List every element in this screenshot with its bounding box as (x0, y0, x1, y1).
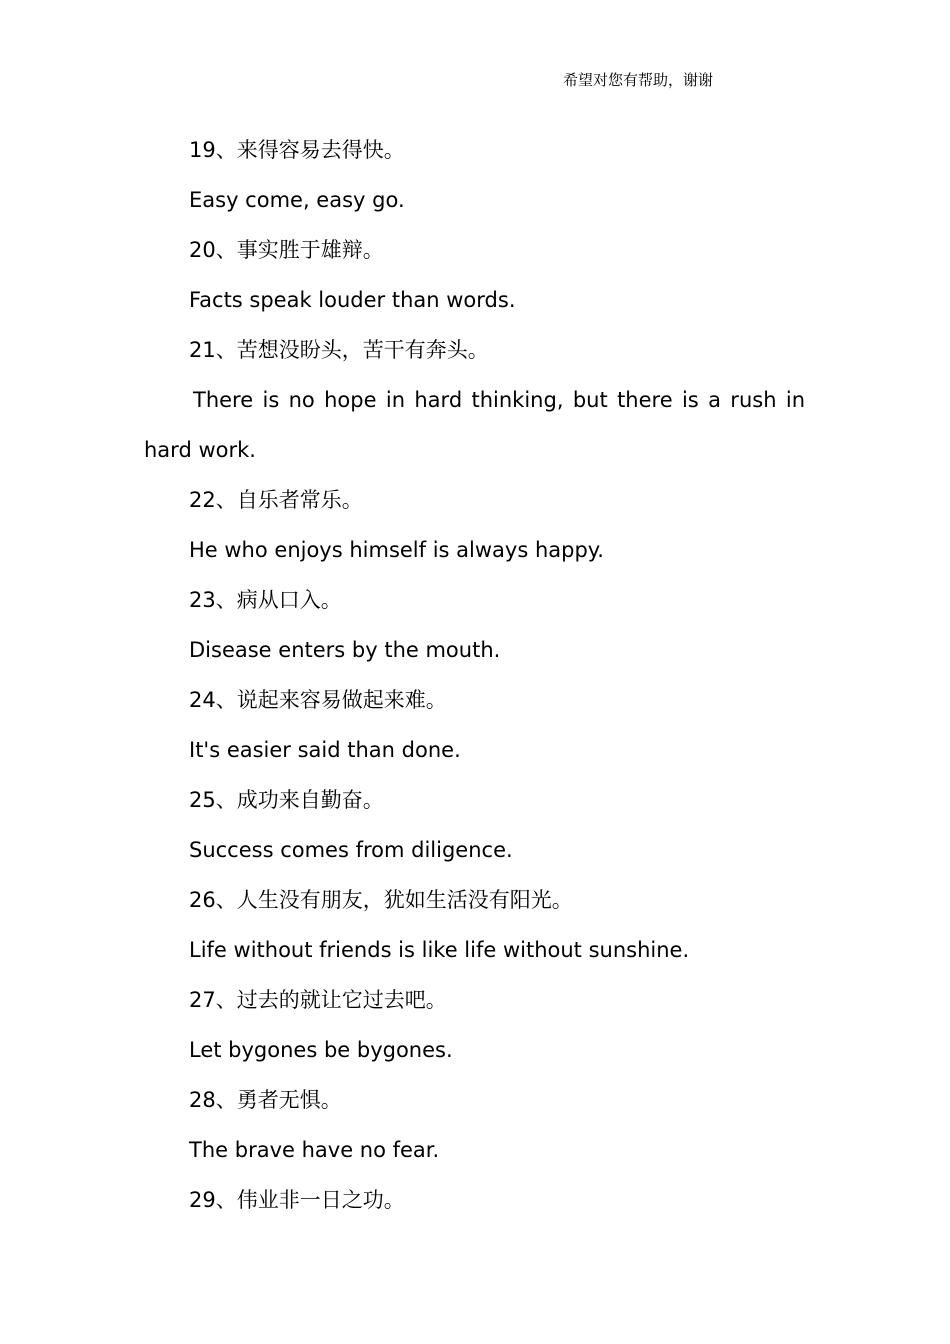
proverb-list (144, 125, 805, 1225)
proverb-23-chinese: 23、病从口入。 (189, 588, 342, 612)
proverb-24-english: It's easier said than done. (189, 738, 461, 762)
proverb-23-english: Disease enters by the mouth. (189, 638, 501, 662)
proverb-26-english: Life without friends is like life without sunshine. (189, 938, 690, 962)
proverb-27-chinese: 27、过去的就让它过去吧。 (189, 988, 447, 1012)
proverb-21-chinese: 21、苦想没盼头，苦干有奔头。 (189, 338, 489, 362)
proverb-19-chinese: 19、来得容易去得快。 (189, 138, 405, 162)
proverb-20-english: Facts speak louder than words. (189, 288, 516, 312)
proverb-27-english: Let bygones be bygones. (189, 1038, 453, 1062)
proverb-26-chinese: 26、人生没有朋友，犹如生活没有阳光。 (189, 888, 573, 912)
proverb-28-english: The brave have no fear. (189, 1138, 440, 1162)
proverb-20-chinese: 20、事实胜于雄辩。 (189, 238, 384, 262)
proverb-21-english: There is no hope in hard thinking, but there is a rush in hard work. (144, 388, 805, 462)
proverb-25-english: Success comes from diligence. (189, 838, 513, 862)
proverb-19-english: Easy come, easy go. (189, 188, 405, 212)
proverb-28-chinese: 28、勇者无惧。 (189, 1088, 342, 1112)
proverb-29-chinese: 29、伟业非一日之功。 (189, 1188, 405, 1212)
proverb-24-chinese: 24、说起来容易做起来难。 (189, 688, 447, 712)
page-header: 希望对您有帮助，谢谢 (563, 71, 714, 89)
proverb-25-chinese: 25、成功来自勤奋。 (189, 788, 384, 812)
proverb-22-english: He who enjoys himself is always happy. (189, 538, 604, 562)
proverb-22-chinese: 22、自乐者常乐。 (189, 488, 363, 512)
